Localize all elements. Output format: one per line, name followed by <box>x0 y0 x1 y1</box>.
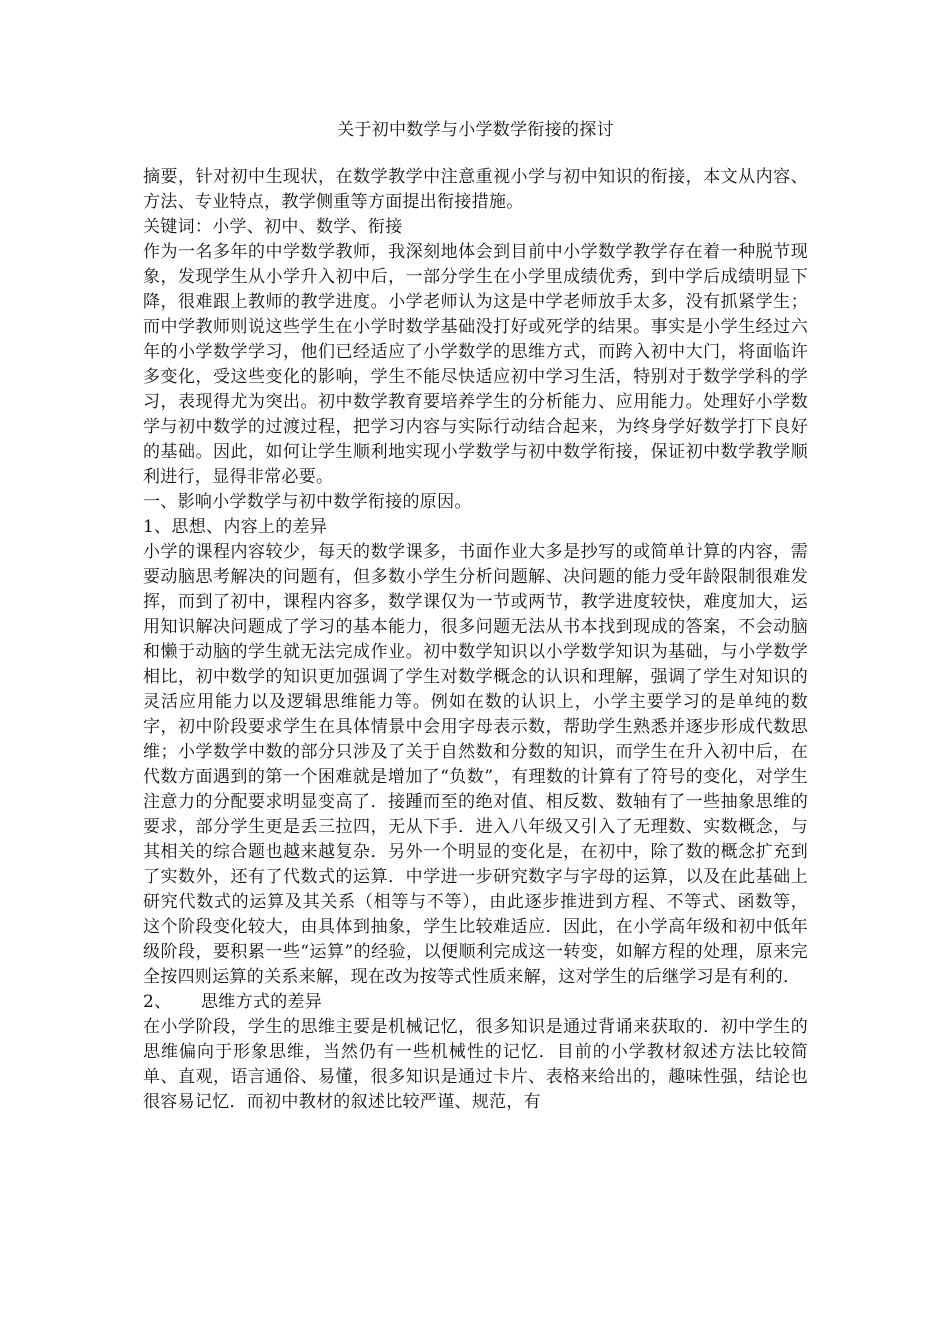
subsection-heading-2 <box>143 990 808 1015</box>
document-title: 关于初中数学与小学数学衔接的探讨 <box>337 120 614 140</box>
subsection-2-number: 2、 <box>143 992 172 1012</box>
document-page <box>143 118 808 1115</box>
subsection-1-body: 小学的课程内容较少，每天的数学课多，书面作业大多是抄写的或简单计算的内容，需要动脑思考解决的问题有，但多数小学生分析问题解、决问题的能力受年龄限制很难发挥，而到了初中，课程内容多，数学课仅为一节或两节，教学进度较快，难度加大，运用知识解决问题成了学习的基本能力，很多问题无法从书本找到现成的答案，不会动脑和懒于动脑的学生就无法完成作业。初中数学知识以小学数学知识为基础，与小学数学相比，初中数学的知识更加强调了学生对数学概念的认识和理解，强调了学生对知识的灵活应用能力以及逻辑思维能力等。例如在数的认识上，小学主要学习的是单纯的数字，初中阶段要求学生在具体情景中会用字母表示数，帮助学生熟悉并逐步形成代数思维；小学数学中数的部分只涉及了关于自然数和分数的知识，而学生在升入初中后，在代数方面遇到的第一个困难就是增加了“负数”，有理数的计算有了符号的变化，对学生注意力的分配要求明显变高了．接踵而至的绝对值、相反数、数轴有了一些抽象思维的要求，部分学生更是丢三拉四，无从下手．进入八年级又引入了无理数、实数概念，与其相关的综合题也越来越复杂．另外一个明显的变化是，在初中，除了数的概念扩充到了实数外，还有了代数式的运算．中学进一步研究数字与字母的运算，以及在此基础上研究代数式的运算及其关系（相等与不等），由此逐步推进到方程、不等式、函数等，这个阶段变化较大，由具体到抽象，学生比较难适应．因此，在小学高年级和初中低年级阶段，要积累一些“运算”的经验，以便顺利完成这一转变，如解方程的处理，原来完全按四则运算的关系来解，现在改为按等式性质来解，这对学生的后继学习是有利的． <box>143 542 808 987</box>
section-heading-1: 一、影响小学数学与初中数学衔接的原因。 <box>143 492 472 512</box>
keywords-line: 关键词：小学、初中、数学、衔接 <box>143 217 403 237</box>
subsection-2-title: 思维方式的差异 <box>201 992 323 1012</box>
subsection-2-body: 在小学阶段，学生的思维主要是机械记忆，很多知识是通过背诵来获取的．初中学生的思维偏向于形象思维，当然仍有一些机械性的记忆．目前的小学教材叙述方法比较简单、直观，语言通俗、易懂，很多知识是通过卡片、表格来给出的，趣味性强，结论也很容易记忆．而初中教材的叙述比较严谨、规范，有 <box>143 1017 808 1112</box>
abstract-paragraph: 摘要，针对初中生现状，在数学教学中注意重视小学与初中知识的衔接，本文从内容、方法、专业特点，教学侧重等方面提出衔接措施。 <box>143 167 808 212</box>
subsection-heading-1: 1、思想、内容上的差异 <box>143 517 328 537</box>
intro-paragraph: 作为一名多年的中学数学教师，我深刻地体会到目前中小学数学教学存在着一种脱节现象，发现学生从小学升入初中后，一部分学生在小学里成绩优秀，到中学后成绩明显下降，很难跟上教师的教学进度。小学老师认为这是中学老师放手太多，没有抓紧学生；而中学教师则说这些学生在小学时数学基础没打好或死学的结果。事实是小学生经过六年的小学数学学习，他们已经适应了小学数学的思维方式，而跨入初中大门，将面临许多变化，受这些变化的影响，学生不能尽快适应初中学习生活，特别对于数学学科的学习，表现得尤为突出。初中数学教育要培养学生的分析能力、应用能力。处理好小学数学与初中数学的过渡过程，把学习内容与实际行动结合起来，为终身学好数学打下良好的基础。因此，如何让学生顺利地实现小学数学与初中数学衔接，保证初中数学教学顺利进行，显得非常必要。 <box>143 242 808 487</box>
